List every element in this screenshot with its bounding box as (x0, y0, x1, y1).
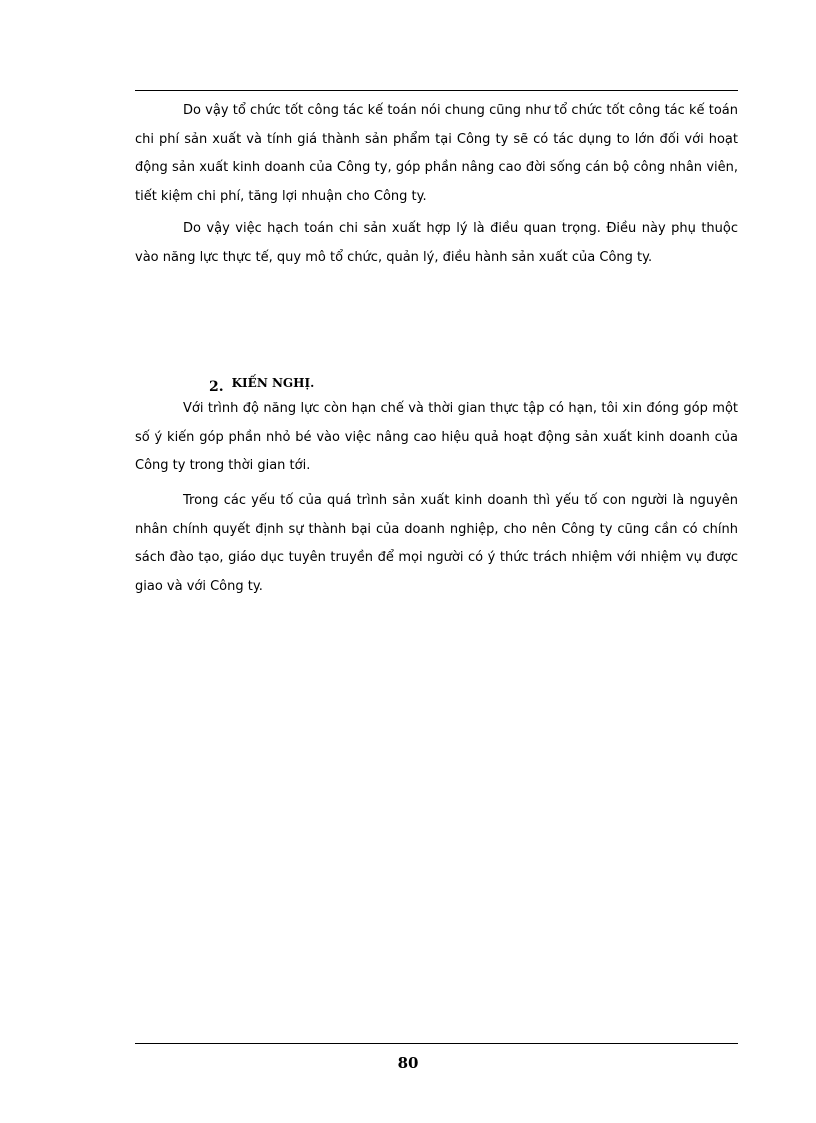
paragraph-1: Do vậy tổ chức tốt công tác kế toán nói chung cũng như tổ chức tốt công tác kế toán chi phí sản xuất và tính giá thành sản phẩm tại Công ty sẽ có tác dụng to lớn đối với hoạt động sản xuất kinh doanh của Công ty, góp phần nâng cao đời sống cán bộ công nhân viên, tiết kiệm chi phí, tăng lợi nhuận cho Công ty. (135, 103, 738, 204)
paragraph-block-2 (135, 215, 738, 272)
page-number: 80 (397, 1054, 419, 1072)
section-heading (209, 375, 315, 395)
paragraph-3: Với trình độ năng lực còn hạn chế và thời gian thực tập có hạn, tôi xin đóng góp một số ý kiến góp phần nhỏ bé vào việc nâng cao hiệu quả hoạt động sản xuất kinh doanh của Công ty trong thời gian tới. (135, 401, 738, 474)
paragraph-4: Trong các yếu tố của quá trình sản xuất kinh doanh thì yếu tố con người là nguyên nhân chính quyết định sự thành bại của doanh nghiệp, cho nên Công ty cũng cần có chính sách đào tạo, giáo dục tuyên truyền để mọi người có ý thức trách nhiệm với nhiệm vụ được giao và với Công ty. (135, 493, 738, 594)
section-title: KIẾN NGHỊ. (231, 376, 315, 390)
paragraph-2: Do vậy việc hạch toán chi sản xuất hợp lý là điều quan trọng. Điều này phụ thuộc vào năng lực thực tế, quy mô tổ chức, quản lý, điều hành sản xuất của Công ty. (135, 221, 738, 265)
header-rule (135, 90, 738, 91)
paragraph-block-1 (135, 97, 738, 211)
footer-rule (135, 1043, 738, 1044)
paragraph-block-3 (135, 395, 738, 481)
paragraph-block-4 (135, 487, 738, 601)
section-number: 2. (209, 379, 224, 395)
